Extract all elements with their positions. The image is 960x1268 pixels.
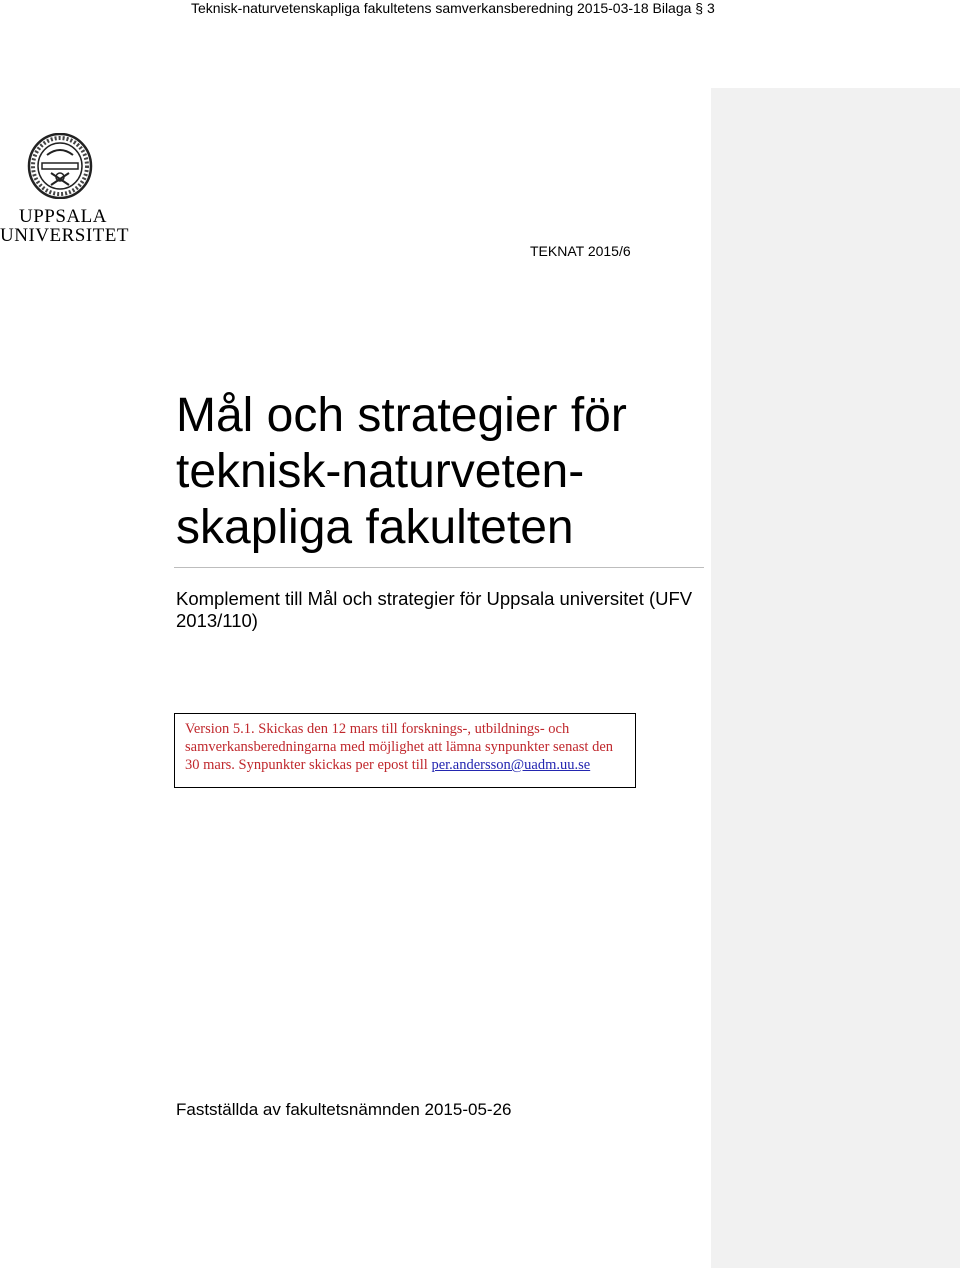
version-notice-box [174,713,636,788]
logo-line1: UPPSALA [19,206,107,227]
title-line1: Mål och strategier för [176,389,627,442]
page-title [176,388,627,556]
title-line2: teknisk-naturveten- [176,445,585,498]
logo-line2: UNIVERSITET [0,225,129,246]
uppsala-logo [0,133,129,246]
adoption-statement: Fastställda av fakultetsnämnden 2015-05-26 [176,1100,512,1119]
title-line3: skapliga fakulteten [176,501,574,554]
university-seal-icon [27,133,93,199]
page-header: Teknisk-naturvetenskapliga fakultetens samverkansberedning 2015-03-18 Bilaga § 3 [191,0,715,16]
notice-text: Version 5.1. Skickas den 12 mars till forsknings-, utbildnings- och samverkansberedningarna med möjlighet att lämna synpunkter senast den 30 mars. Synpunkter skickas per epost till [185,721,614,773]
reference-number: TEKNAT 2015/6 [530,243,631,259]
side-panel [711,88,960,1268]
subtitle: Komplement till Mål och strategier för Uppsala universitet (UFV 2013/110) [176,588,693,631]
title-divider [174,567,704,568]
email-link[interactable]: per.andersson@uadm.uu.se [431,757,591,773]
